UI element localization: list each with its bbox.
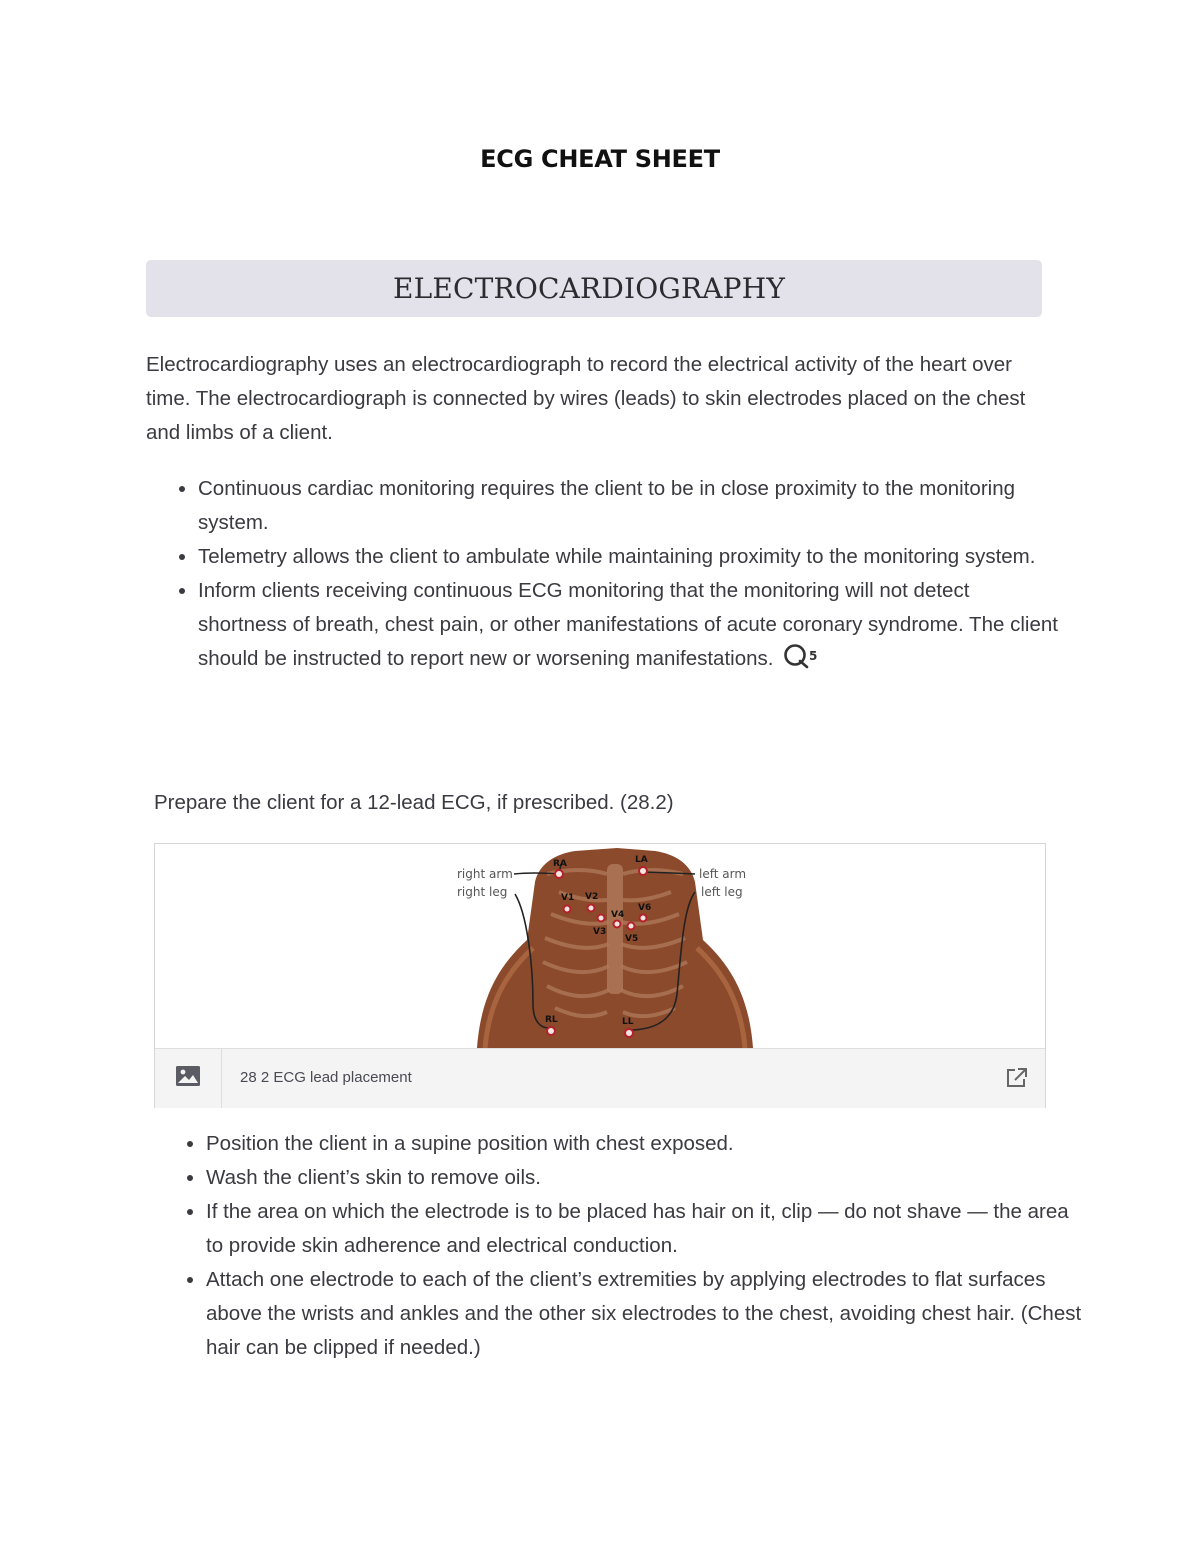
v3-label: V3	[593, 927, 607, 937]
electrode-ra	[555, 870, 563, 878]
list-item: • Attach one electrode to each of the client’s extremities by applying electrodes to flat surfaces above the wrists and ankles and the other six electrodes to the chest, avoiding chest hair. (Chest hair can be clipped if needed.)	[206, 1263, 1086, 1365]
electrode-v6	[640, 915, 647, 922]
ecg-figure	[154, 843, 1046, 1108]
electrode-v4	[614, 921, 621, 928]
la-label: LA	[635, 855, 648, 865]
list-item: • Inform clients receiving continuous ECG monitoring that the monitoring will not detect shortness of breath, chest pain, or other manifestations of acute coronary syndrome. The client should be instructed to report new or worsening manifestations. 5	[198, 574, 1058, 680]
left-leg-label: left leg	[701, 885, 743, 899]
list-item: • If the area on which the electrode is to be placed has hair on it, clip — do not shave — the area to provide skin adherence and electrical conduction.	[206, 1195, 1086, 1263]
right-arm-label: right arm	[457, 867, 513, 881]
image-icon-cell	[155, 1049, 222, 1108]
v1-label: V1	[561, 893, 575, 903]
ecg-lead-placement-image	[155, 844, 1045, 1048]
ll-label: LL	[622, 1017, 634, 1027]
figure-caption: 28 2 ECG lead placement	[240, 1069, 412, 1086]
document-title: ECG CHEAT SHEET	[480, 145, 720, 173]
v6-label: V6	[638, 903, 652, 913]
electrode-rl	[547, 1027, 555, 1035]
prep-bullet-list	[154, 1127, 1086, 1365]
v4-label: V4	[611, 910, 625, 920]
electrode-v5	[628, 923, 635, 930]
sternum	[607, 864, 623, 994]
figure-caption-bar	[155, 1048, 1045, 1108]
left-arm-label: left arm	[699, 867, 747, 881]
list-item: • Continuous cardiac monitoring requires the client to be in close proximity to the monitoring system.	[198, 472, 1058, 540]
electrode-v1	[564, 906, 571, 913]
open-external-icon[interactable]	[1005, 1067, 1029, 1094]
list-item: • Telemetry allows the client to ambulate while maintaining proximity to the monitoring system.	[198, 540, 1058, 574]
qsen-icon	[783, 643, 823, 680]
ra-label: RA	[553, 859, 567, 869]
image-icon	[175, 1065, 201, 1092]
section-banner	[146, 260, 1042, 317]
right-leg-label: right leg	[457, 885, 508, 899]
electrode-v3	[598, 915, 605, 922]
intro-paragraph: Electrocardiography uses an electrocardiograph to record the electrical activity of the heart over time. The electrocardiograph is connected by wires (leads) to skin electrodes placed on the chest and limbs of a client.	[146, 353, 1026, 444]
electrode-la	[639, 867, 647, 875]
electrode-ll	[625, 1029, 633, 1037]
list-item: • Position the client in a supine position with chest exposed.	[206, 1127, 1086, 1161]
prep-heading: Prepare the client for a 12-lead ECG, if prescribed. (28.2)	[154, 791, 674, 814]
section-banner-title: ELECTROCARDIOGRAPHY	[392, 272, 785, 305]
monitoring-bullet-list	[146, 472, 1058, 680]
list-item: • Wash the client’s skin to remove oils.	[206, 1161, 1086, 1195]
qsen-badge-number: 5	[809, 649, 818, 663]
v5-label: V5	[625, 934, 639, 944]
rl-label: RL	[545, 1015, 558, 1025]
v2-label: V2	[585, 892, 599, 902]
electrode-v2	[588, 905, 595, 912]
